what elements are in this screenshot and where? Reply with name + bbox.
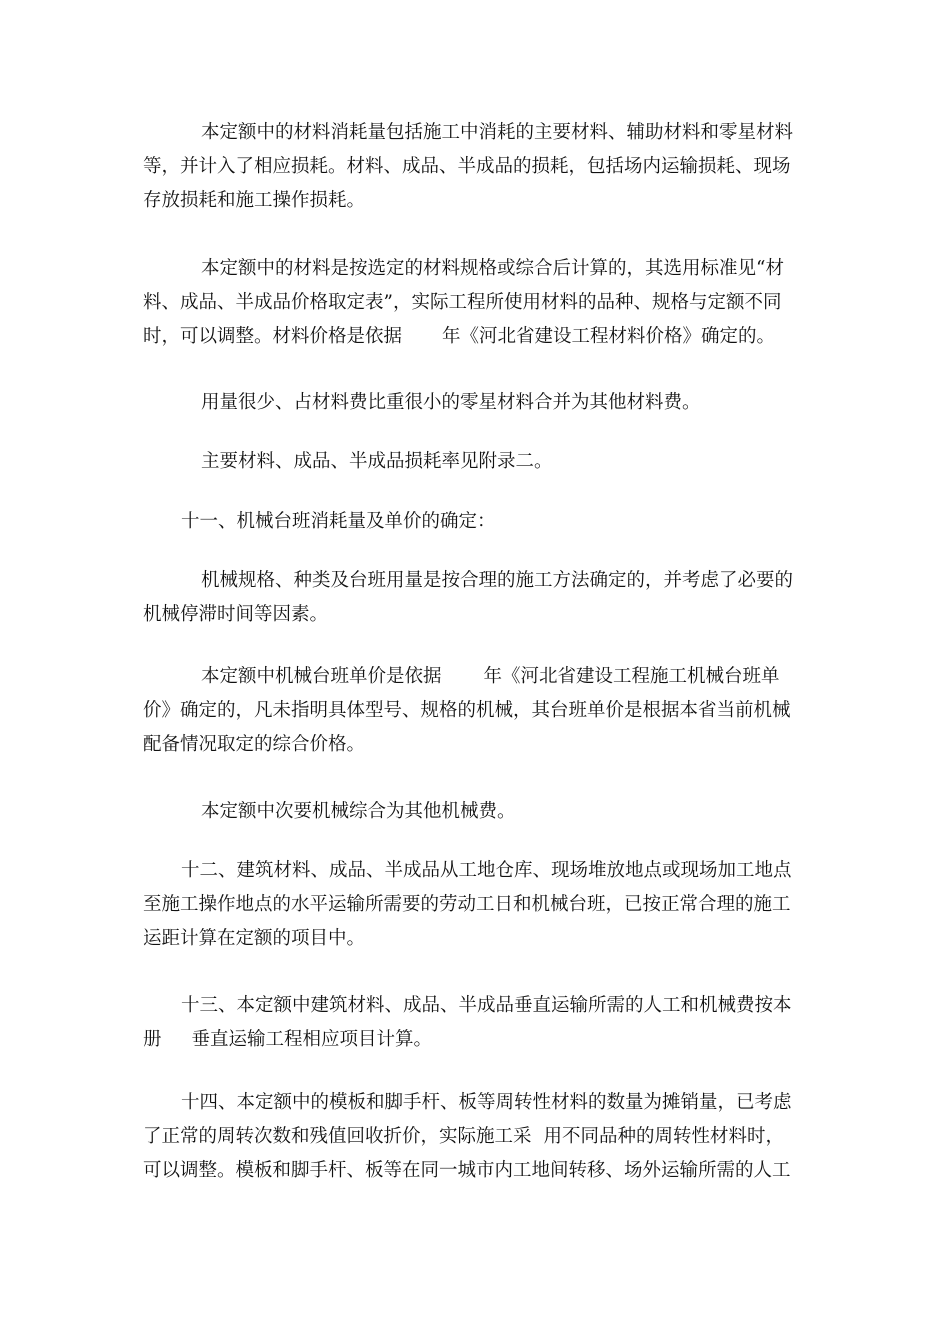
text-line: 用量很少、占材料费比重很小的零星材料合并为其他材料费。 (201, 392, 701, 413)
text-segment: 垂直运输工程相应项目计算。 (191, 1029, 433, 1050)
section-13 (143, 989, 811, 1057)
text-line: 本定额中次要机械综合为其他机械费。 (201, 801, 516, 822)
text-segment: 年《河北省建设工程材料价格》确定的。 (442, 326, 776, 347)
text-line: 等，并计入了相应损耗。材料、成品、半成品的损耗，包括场内运输损耗、现场 (143, 156, 791, 177)
text-line (143, 1023, 811, 1057)
text-segment: 了正常的周转次数和残值回收折价，实际施工采 (143, 1126, 532, 1147)
paragraph-minor-machines (143, 795, 811, 829)
paragraph-material-consumption (143, 116, 811, 218)
text-line: 十一、机械台班消耗量及单价的确定： (181, 511, 496, 532)
text-line: 十四、本定额中的模板和脚手杆、板等周转性材料的数量为摊销量，已考虑 (181, 1092, 792, 1113)
text-line: 十二、建筑材料、成品、半成品从工地仓库、现场堆放地点或现场加工地点 (181, 860, 792, 881)
paragraph-minor-materials (143, 386, 811, 420)
text-segment: 本定额中机械台班单价是依据 (201, 666, 442, 687)
paragraph-loss-rate (143, 445, 811, 479)
paragraph-material-price (143, 252, 811, 354)
text-segment: 时，可以调整。材料价格是依据 (143, 326, 403, 347)
section-heading-11 (143, 505, 811, 539)
text-line (143, 320, 811, 354)
paragraph-machine-price (143, 660, 811, 762)
text-line: 机械停滞时间等因素。 (143, 604, 329, 625)
text-line: 存放损耗和施工操作损耗。 (143, 190, 366, 211)
text-line: 至施工操作地点的水平运输所需要的劳动工日和机械台班，已按正常合理的施工 (143, 894, 791, 915)
text-line: 本定额中的材料是按选定的材料规格或综合后计算的，其选用标准见“材 (201, 258, 784, 279)
text-line: 价》确定的，凡未指明具体型号、规格的机械，其台班单价是根据本省当前机械 (143, 700, 791, 721)
section-12 (143, 854, 811, 956)
text-segment: 用不同品种的周转性材料时， (543, 1126, 785, 1147)
text-line: 主要材料、成品、半成品损耗率见附录二。 (201, 451, 553, 472)
text-line: 机械规格、种类及台班用量是按合理的施工方法确定的，并考虑了必要的 (201, 570, 794, 591)
text-line (143, 660, 811, 694)
text-segment: 年《河北省建设工程施工机械台班单 (483, 666, 780, 687)
text-line: 料、成品、半成品价格取定表”，实际工程所使用材料的品种、规格与定额不同 (143, 292, 782, 313)
text-line: 配备情况取定的综合价格。 (143, 734, 366, 755)
text-line: 运距计算在定额的项目中。 (143, 928, 366, 949)
text-line: 可以调整。模板和脚手杆、板等在同一城市内工地间转移、场外运输所需的人工 (143, 1160, 791, 1181)
text-line (143, 1120, 811, 1154)
text-line: 本定额中的材料消耗量包括施工中消耗的主要材料、辅助材料和零星材料 (201, 122, 794, 143)
section-14 (143, 1086, 811, 1188)
text-segment: 册 (143, 1029, 162, 1050)
paragraph-machine-spec (143, 564, 811, 632)
text-line: 十三、本定额中建筑材料、成品、半成品垂直运输所需的人工和机械费按本 (181, 995, 792, 1016)
